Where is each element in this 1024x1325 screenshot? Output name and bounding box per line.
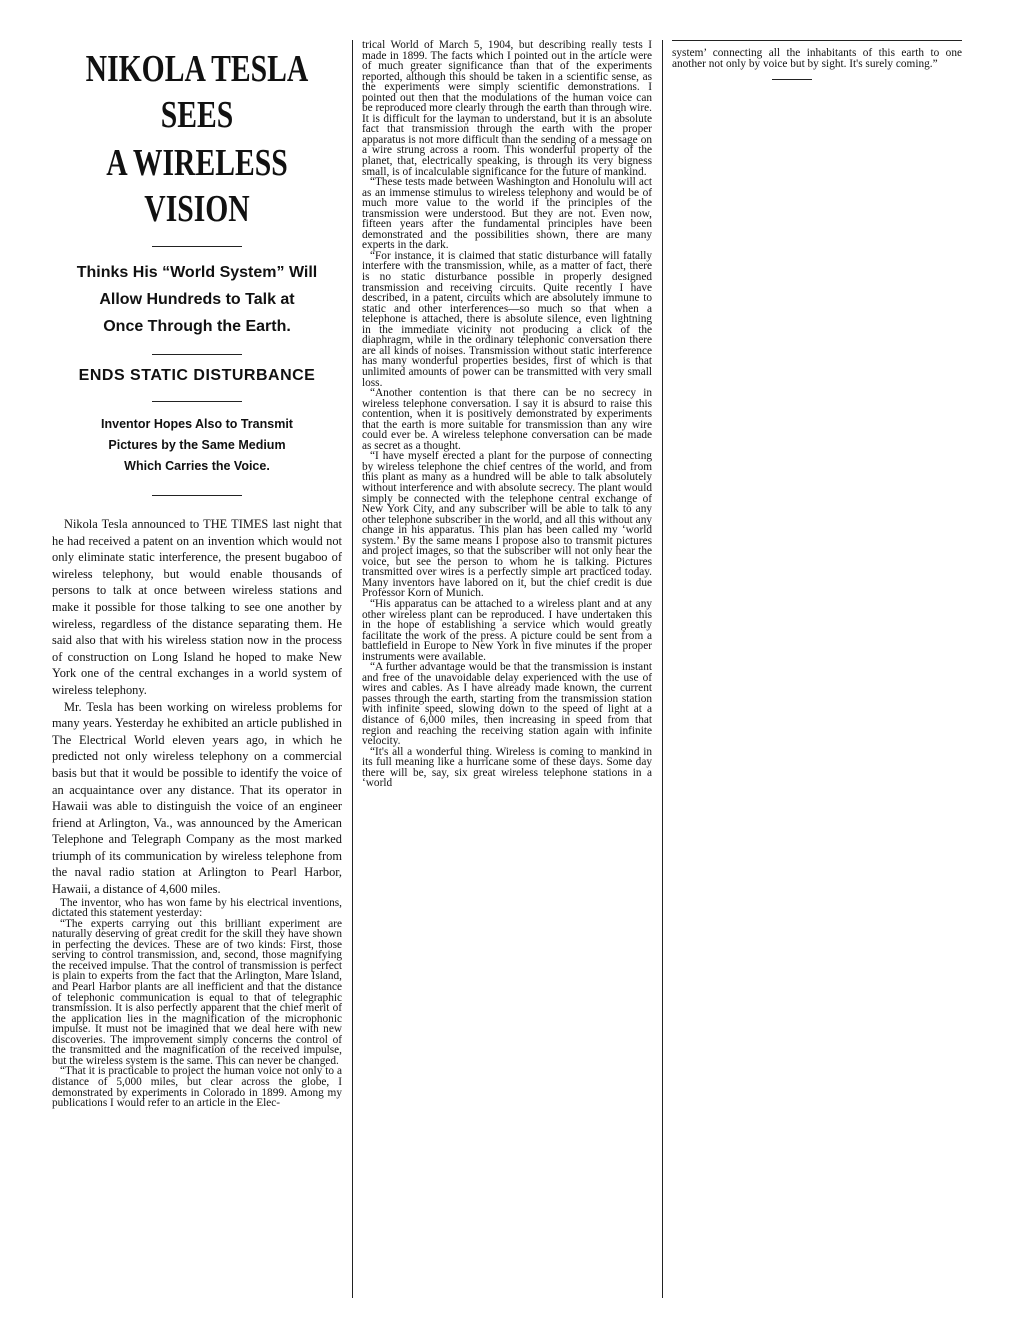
body-paragraph: trical World of March 5, 1904, but describing really tests I made in 1899. The facts which I pointed out in the article were of much greater significance than that of the experiments reported, although this should be taken in a scientific sense, as the experiments were simply scientific demonstrations. I pointed out then that the modulations of the human voice can be reproduced more clearly through the earth than through wire. It is difficult for the layman to understand, but it is an absolute fact that transmission through the earth with the proper apparatus is not more difficult than the sending of a message on a wire strung across a room. This wonderful property of the planet, that, electrically speaking, is through its very bigness small, is of incalculable significance for the future of mankind. [362,40,652,178]
body-paragraph: “A further advantage would be that the transmission is instant and free of the unavoidable delay experienced with the use of wires and cables. As I have already made known, the current passes through the earth, starting from the transmission station with infinite speed, slowing down to the speed of light at a distance of 6,000 miles, then increasing in speed from that region and reaching the receiving station again with infinite velocity. [362,661,652,748]
body-paragraph: “For instance, it is claimed that static disturbance will fatally interfere with the transmission, while, as a matter of fact, there is no static disturbance possible in properly designed transmission and receiving circuits. Quite recently I have described, in a patent, circuits which are absolutely immune to static and other interferences—so much so that when a telephone is attached, there is absolute silence, even lightning in the immediate vicinity not producing a click of the diaphragm, while in the ordinary telephonic conversation there are all kinds of noises. Transmission without static interference has many wonderful properties besides, first of which is that unlimited amounts of power can be transmitted with very small loss. [362,249,652,389]
body-paragraph: “It's all a wonderful thing. Wireless is coming to mankind in its full meaning like a hurricane some of these days. Some day there will be, say, six great wireless telephone stations in a ‘world [362,745,652,790]
body-paragraph: “Another contention is that there can be no secrecy in wireless telephone conversation. I say it is absurd to raise this contention, when it is positively demonstrated by experiments that the earth is more suitable for transmission than any wire could ever be. A wireless telephone conversation can be made as secret as a thought. [362,387,652,452]
body-paragraph: system’ connecting all the inhabitants of this earth to one another not only by voice but by sight. It's surely coming.” [672,47,962,70]
subheadline: ENDS STATIC DISTURBANCE [78,367,316,384]
divider [152,401,242,402]
deck-line: Allow Hundreds to Talk at [99,291,295,308]
body-paragraph: “These tests made between Washington and Honolulu will act as an immense stimulus to wireless telephony and would be of much more value to the world if the principles of the transmission were understood. But they are not. Even now, fifteen years after the fundamental principles have been demonstrated and the possibilities shown, there are many experts in the dark. [362,176,652,252]
end-rule [772,79,812,80]
headline-line-1: NIKOLA TESLA SEES [85,48,309,136]
body-paragraph: “That it is practicable to project the human voice not only to a distance of 5,000 miles, but clear across the globe, I demonstrated by experiments in Colorado in 1899. Among my publications I would refer to an article in the Elec- [52,1065,342,1110]
deck-line: Once Through the Earth. [103,318,291,335]
column-rule-right [662,40,663,1298]
column-three [672,40,962,110]
divider [152,354,242,355]
deck2-line: Which Carries the Voice. [124,459,270,473]
body-paragraph: Mr. Tesla has been working on wireless problems for many years. Yesterday he exhibited an article published in The Electrical World eleven years ago, in which he predicted not only wireless telephony on a commercial basis but that it would be possible to identify the voice of an acquaintance over any distance. That its operator in Hawaii was able to distinguish the voice of an engineer friend at Arlington, Va., was announced by the American Telephone and Telegraph Company as the most marked triumph of its communication by wireless telephone from the naval radio station at Arlington to Pearl Harbor, Hawaii, a distance of 4,600 miles. [52,699,342,897]
body-paragraph: The inventor, who has won fame by his electrical inventions, dictated this statement yesterday: [52,896,342,920]
column-rule-left [352,40,353,1298]
column-one [52,40,342,1295]
headline-line-2: A WIRELESS VISION [106,142,288,230]
body-paragraph: Nikola Tesla announced to THE TIMES last night that he had received a patent on an invention which would not only eliminate static interference, the present bugaboo of wireless telephony, but would enable thousands of persons to talk at once between wireless stations and make it possible for those talking to see one another by wireless, regardless of the distance separating them. He said also that with his wireless station now in the process of construction on Long Island he hoped to make New York one of the central exchanges in a world system of wireless telephony. [52,517,342,697]
divider [152,246,242,247]
divider [152,495,242,496]
body-paragraph: “The experts carrying out this brilliant experiment are naturally deserving of great credit for the skill they have shown in perfecting the devices. These are of two kinds: First, those serving to control transmission, and, second, those magnifying the received impulse. That the control of transmission is perfect is plain to experts from the fact that the Arlington, Mare Island, and Pearl Harbor plants are all inefficient and that the distance of telephonic communication is equal to that of telegraphic transmission. It is also perfectly apparent that the chief merit of the application lies in the magnification of the microphonic impulse. It must not be imagined that we deal here with new discoveries. The improvement simply concerns the control of the transmitted and the magnification of the received impulse, but the wireless system is the same. This can never be changed. [52,917,342,1067]
body-paragraph: “I have myself erected a plant for the purpose of connecting by wireless telephone the chief centres of the world, and from this plant as many as a hundred will be able to talk absolutely without interference and with absolute secrecy. The plant would simply be connected with the telephone central exchange of New York City, and any subscriber will be able to talk to any other telephone subscriber in the world, and all this without any change in his apparatus. This plan has been called my ‘world system.’ By the same means I propose also to transmit pictures and project images, so that the subscriber will not only hear the voice, but see the person to whom he is talking. Pictures transmitted over wires is a perfectly simple art practiced today. Many inventors have labored on it, but the chief credit is due Professor Korn of Munich. [362,450,652,600]
deck2-line: Pictures by the Same Medium [108,438,286,452]
deck2-line: Inventor Hopes Also to Transmit [101,417,293,431]
body-paragraph: “His apparatus can be attached to a wireless plant and at any other wireless plant can be reproduced. I have undertaken this in the hope of establishing a service which would greatly facilitate the work of the press. A picture could be sent from a battlefield in Europe to New York in five minutes if the proper instruments were available. [362,597,652,663]
deck-line: Thinks His “World System” Will [76,264,318,281]
column-two [362,40,652,1295]
